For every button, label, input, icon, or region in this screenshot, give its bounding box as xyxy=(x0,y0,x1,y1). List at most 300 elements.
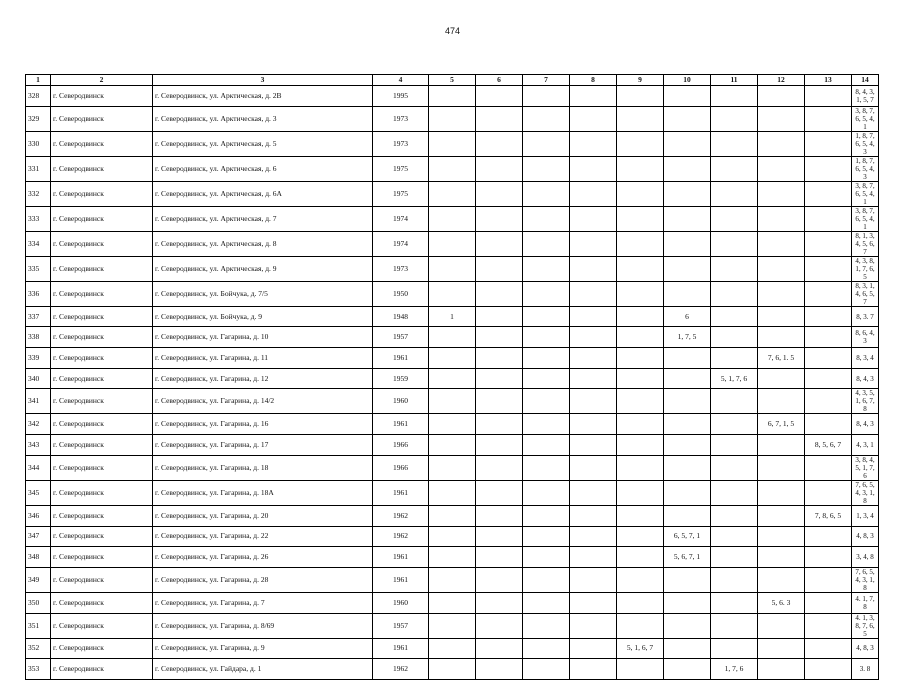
table-cell xyxy=(711,638,758,659)
table-row xyxy=(26,414,879,435)
table-cell: 343 xyxy=(26,435,51,456)
table-cell xyxy=(570,414,617,435)
table-cell: г. Северодвинск, ул. Арктическая, д. 7 xyxy=(153,206,373,231)
table-cell: г. Северодвинск xyxy=(51,306,153,327)
column-header: 5 xyxy=(429,75,476,86)
table-cell xyxy=(617,455,664,480)
table-cell xyxy=(570,480,617,505)
table-cell xyxy=(805,567,852,592)
table-cell xyxy=(523,106,570,131)
table-cell xyxy=(758,435,805,456)
table-cell xyxy=(758,526,805,547)
table-cell xyxy=(617,414,664,435)
table-cell xyxy=(805,659,852,680)
table-cell xyxy=(664,206,711,231)
table-cell xyxy=(617,106,664,131)
table-row xyxy=(26,547,879,568)
table-cell: 3. 8 xyxy=(852,659,879,680)
table-row xyxy=(26,106,879,131)
table-cell xyxy=(570,131,617,156)
table-cell xyxy=(664,256,711,281)
table-cell xyxy=(758,86,805,107)
table-row xyxy=(26,526,879,547)
table-cell: 1960 xyxy=(373,389,429,414)
table-cell xyxy=(429,106,476,131)
table-row xyxy=(26,206,879,231)
table-cell xyxy=(429,547,476,568)
table-cell: 1961 xyxy=(373,348,429,369)
table-cell xyxy=(664,181,711,206)
table-cell: 1995 xyxy=(373,86,429,107)
table-cell: 332 xyxy=(26,181,51,206)
table-cell xyxy=(664,106,711,131)
table-cell xyxy=(570,592,617,613)
table-cell xyxy=(429,348,476,369)
table-cell xyxy=(758,256,805,281)
table-cell xyxy=(523,638,570,659)
table-cell xyxy=(711,106,758,131)
table-cell xyxy=(570,106,617,131)
table-cell: г. Северодвинск, ул. Бойчука, д. 7/5 xyxy=(153,281,373,306)
table-cell xyxy=(523,181,570,206)
table-cell xyxy=(805,638,852,659)
table-cell: 8, 4, 3 xyxy=(852,368,879,389)
table-cell xyxy=(758,281,805,306)
table-cell xyxy=(523,348,570,369)
table-cell xyxy=(617,567,664,592)
table-cell: 347 xyxy=(26,526,51,547)
table-cell: г. Северодвинск, ул. Арктическая, д. 3 xyxy=(153,106,373,131)
table-cell xyxy=(523,505,570,526)
table-cell xyxy=(617,592,664,613)
table-cell xyxy=(570,156,617,181)
table-cell xyxy=(523,256,570,281)
table-cell: 335 xyxy=(26,256,51,281)
table-cell xyxy=(429,86,476,107)
table-cell: г. Северодвинск, ул. Гагарина, д. 16 xyxy=(153,414,373,435)
table-cell xyxy=(617,206,664,231)
table-cell: г. Северодвинск, ул. Гагарина, д. 18А xyxy=(153,480,373,505)
table-cell: г. Северодвинск, ул. Арктическая, д. 8 xyxy=(153,231,373,256)
table-cell xyxy=(711,131,758,156)
table-cell: г. Северодвинск xyxy=(51,181,153,206)
table-cell xyxy=(523,480,570,505)
table-cell xyxy=(523,659,570,680)
table-cell xyxy=(711,592,758,613)
table-cell: 1950 xyxy=(373,281,429,306)
table-cell xyxy=(570,281,617,306)
table-cell: 331 xyxy=(26,156,51,181)
table-cell xyxy=(617,389,664,414)
table-cell xyxy=(711,547,758,568)
table-cell: г. Северодвинск xyxy=(51,526,153,547)
table-cell xyxy=(617,505,664,526)
table-cell: 4, 8, 3 xyxy=(852,526,879,547)
table-cell: 329 xyxy=(26,106,51,131)
table-cell: г. Северодвинск, ул. Бойчука, д. 9 xyxy=(153,306,373,327)
table-cell xyxy=(617,131,664,156)
table-cell: 8, 1, 3, 4, 5, 6, 7 xyxy=(852,231,879,256)
table-cell xyxy=(476,526,523,547)
table-cell xyxy=(570,659,617,680)
table-cell xyxy=(570,613,617,638)
table-cell xyxy=(523,281,570,306)
table-cell: г. Северодвинск xyxy=(51,106,153,131)
table-cell xyxy=(476,567,523,592)
table-cell: г. Северодвинск, ул. Гагарина, д. 10 xyxy=(153,327,373,348)
table-cell xyxy=(476,131,523,156)
table-cell: г. Северодвинск, ул. Гагарина, д. 11 xyxy=(153,348,373,369)
table-cell xyxy=(476,348,523,369)
table-cell xyxy=(523,526,570,547)
table-cell: г. Северодвинск, ул. Арктическая, д. 2В xyxy=(153,86,373,107)
table-cell xyxy=(664,613,711,638)
table-cell xyxy=(429,389,476,414)
table-cell: 1961 xyxy=(373,480,429,505)
column-header: 4 xyxy=(373,75,429,86)
table-cell: 1, 7, 6 xyxy=(711,659,758,680)
table-cell xyxy=(476,414,523,435)
table-cell xyxy=(617,156,664,181)
table-cell: 5, 6. 3 xyxy=(758,592,805,613)
table-cell xyxy=(664,231,711,256)
table-cell xyxy=(758,505,805,526)
table-cell xyxy=(805,281,852,306)
table-row xyxy=(26,567,879,592)
table-cell xyxy=(758,389,805,414)
page-number: 474 xyxy=(444,26,461,36)
table-cell xyxy=(758,106,805,131)
table-cell xyxy=(758,206,805,231)
table-row xyxy=(26,592,879,613)
table-row xyxy=(26,613,879,638)
table-cell xyxy=(570,455,617,480)
table-cell xyxy=(476,638,523,659)
table-cell: 342 xyxy=(26,414,51,435)
table-cell: 1961 xyxy=(373,547,429,568)
table-cell xyxy=(617,327,664,348)
table-cell xyxy=(429,638,476,659)
table-cell xyxy=(664,592,711,613)
table-cell: 3, 8, 7, 6, 5, 4, 1 xyxy=(852,206,879,231)
table-cell xyxy=(805,368,852,389)
table-cell xyxy=(711,156,758,181)
table-cell: 1948 xyxy=(373,306,429,327)
table-cell xyxy=(711,505,758,526)
table-cell xyxy=(617,281,664,306)
table-cell: 3, 8, 7, 6, 5, 4, 1 xyxy=(852,106,879,131)
table-cell xyxy=(476,106,523,131)
table-cell xyxy=(711,613,758,638)
table-cell: г. Северодвинск xyxy=(51,505,153,526)
table-cell xyxy=(617,480,664,505)
table-cell xyxy=(429,368,476,389)
table-cell: 1973 xyxy=(373,106,429,131)
table-cell xyxy=(570,505,617,526)
table-cell xyxy=(711,231,758,256)
table-cell: г. Северодвинск xyxy=(51,638,153,659)
table-cell xyxy=(476,455,523,480)
table-cell xyxy=(805,206,852,231)
table-cell: г. Северодвинск, ул. Гайдара, д. 1 xyxy=(153,659,373,680)
table-cell: 353 xyxy=(26,659,51,680)
table-row xyxy=(26,327,879,348)
table-cell: 8, 4, 3, 1, 5, 7 xyxy=(852,86,879,107)
table-row xyxy=(26,505,879,526)
table-cell: г. Северодвинск xyxy=(51,256,153,281)
column-header: 13 xyxy=(805,75,852,86)
table-cell xyxy=(758,181,805,206)
table-cell: 1975 xyxy=(373,181,429,206)
table-cell xyxy=(570,567,617,592)
table-cell xyxy=(429,181,476,206)
table-cell xyxy=(758,131,805,156)
table-cell: 3, 8, 7, 6, 5, 4, 1 xyxy=(852,181,879,206)
table-cell xyxy=(805,526,852,547)
table-cell: 339 xyxy=(26,348,51,369)
table-cell xyxy=(711,281,758,306)
table-cell: 3, 8, 4, 5, 1, 7, 6 xyxy=(852,455,879,480)
table-cell xyxy=(805,547,852,568)
table-cell xyxy=(711,567,758,592)
table-cell: 1966 xyxy=(373,435,429,456)
table-cell: 330 xyxy=(26,131,51,156)
table-cell xyxy=(805,327,852,348)
table-cell: 338 xyxy=(26,327,51,348)
table-cell xyxy=(617,368,664,389)
table-cell xyxy=(570,86,617,107)
table-cell: г. Северодвинск xyxy=(51,389,153,414)
table-cell xyxy=(805,455,852,480)
table-cell xyxy=(758,547,805,568)
table-cell: 1973 xyxy=(373,131,429,156)
table-cell: 344 xyxy=(26,455,51,480)
table-cell xyxy=(523,231,570,256)
table-cell xyxy=(476,86,523,107)
table-cell: г. Северодвинск xyxy=(51,86,153,107)
table-cell: г. Северодвинск xyxy=(51,327,153,348)
table-cell xyxy=(523,592,570,613)
table-cell xyxy=(570,547,617,568)
table-cell: 1960 xyxy=(373,592,429,613)
table-cell xyxy=(711,206,758,231)
table-cell: 1957 xyxy=(373,613,429,638)
table-cell xyxy=(476,389,523,414)
table-cell: г. Северодвинск, ул. Арктическая, д. 9 xyxy=(153,256,373,281)
table-cell xyxy=(570,206,617,231)
table-cell xyxy=(476,306,523,327)
table-cell: 1966 xyxy=(373,455,429,480)
table-cell: 1957 xyxy=(373,327,429,348)
table-cell: 7, 6, 1. 5 xyxy=(758,348,805,369)
table-row xyxy=(26,231,879,256)
table-cell xyxy=(523,414,570,435)
table-cell: 333 xyxy=(26,206,51,231)
table-cell xyxy=(429,281,476,306)
table-cell: 351 xyxy=(26,613,51,638)
table-cell: г. Северодвинск xyxy=(51,435,153,456)
table-cell xyxy=(476,480,523,505)
table-cell xyxy=(429,414,476,435)
table-cell: 1, 7, 5 xyxy=(664,327,711,348)
table-cell xyxy=(664,281,711,306)
table-cell xyxy=(617,256,664,281)
table-cell xyxy=(805,613,852,638)
table-cell: 1962 xyxy=(373,505,429,526)
table-cell xyxy=(758,455,805,480)
table-cell xyxy=(617,547,664,568)
table-cell xyxy=(711,256,758,281)
table-row xyxy=(26,281,879,306)
table-cell: 1974 xyxy=(373,206,429,231)
table-cell xyxy=(758,306,805,327)
table-cell: г. Северодвинск, ул. Гагарина, д. 28 xyxy=(153,567,373,592)
table-cell xyxy=(805,348,852,369)
table-row xyxy=(26,480,879,505)
table-cell xyxy=(758,638,805,659)
table-row xyxy=(26,435,879,456)
table-cell xyxy=(429,206,476,231)
table-cell: 7, 6, 5, 4, 3, 1, 8 xyxy=(852,480,879,505)
table-cell: 5, 1, 7, 6 xyxy=(711,368,758,389)
housing-register-table xyxy=(25,74,879,680)
table-cell xyxy=(476,206,523,231)
column-header: 6 xyxy=(476,75,523,86)
table-cell xyxy=(805,86,852,107)
table-cell: 336 xyxy=(26,281,51,306)
table-cell xyxy=(523,435,570,456)
table-cell xyxy=(664,86,711,107)
table-cell: 7, 6, 5, 4, 3, 1, 8 xyxy=(852,567,879,592)
table-cell xyxy=(617,306,664,327)
table-cell xyxy=(805,306,852,327)
table-cell xyxy=(523,567,570,592)
table-cell xyxy=(570,348,617,369)
table-row xyxy=(26,455,879,480)
table-cell xyxy=(570,638,617,659)
table-cell xyxy=(664,480,711,505)
table-cell: 4. 1, 7, 8 xyxy=(852,592,879,613)
table-cell xyxy=(664,156,711,181)
table-row xyxy=(26,638,879,659)
table-cell xyxy=(711,327,758,348)
table-cell xyxy=(476,505,523,526)
table-cell xyxy=(805,106,852,131)
table-cell xyxy=(476,613,523,638)
table-cell xyxy=(617,659,664,680)
table-cell: 345 xyxy=(26,480,51,505)
table-cell: 8, 4, 3 xyxy=(852,414,879,435)
table-cell xyxy=(429,455,476,480)
table-cell xyxy=(805,480,852,505)
table-cell: 352 xyxy=(26,638,51,659)
table-cell: 4. 1, 3, 8, 7, 6, 5 xyxy=(852,613,879,638)
table-body xyxy=(26,86,879,680)
table-cell xyxy=(570,368,617,389)
column-header: 7 xyxy=(523,75,570,86)
table-cell xyxy=(758,156,805,181)
table-cell xyxy=(758,368,805,389)
table-cell xyxy=(476,327,523,348)
table-cell xyxy=(711,348,758,369)
table-cell: г. Северодвинск, ул. Гагарина, д. 17 xyxy=(153,435,373,456)
column-header: 2 xyxy=(51,75,153,86)
table-cell: г. Северодвинск xyxy=(51,613,153,638)
table-cell: 328 xyxy=(26,86,51,107)
table-cell xyxy=(758,659,805,680)
table-cell xyxy=(476,592,523,613)
table-cell xyxy=(711,181,758,206)
table-cell: г. Северодвинск xyxy=(51,368,153,389)
table-cell: г. Северодвинск, ул. Гагарина, д. 14/2 xyxy=(153,389,373,414)
column-header: 14 xyxy=(852,75,879,86)
column-header: 12 xyxy=(758,75,805,86)
table-cell xyxy=(523,206,570,231)
table-cell: 4, 8, 3 xyxy=(852,638,879,659)
table-cell xyxy=(523,613,570,638)
column-header: 9 xyxy=(617,75,664,86)
table-cell: 1974 xyxy=(373,231,429,256)
table-cell: г. Северодвинск, ул. Гагарина, д. 26 xyxy=(153,547,373,568)
table-cell: 5, 6, 7, 1 xyxy=(664,547,711,568)
table-cell xyxy=(617,181,664,206)
table-cell: 340 xyxy=(26,368,51,389)
table-cell xyxy=(664,368,711,389)
table-row xyxy=(26,389,879,414)
table-cell xyxy=(617,86,664,107)
table-cell xyxy=(617,435,664,456)
table-cell xyxy=(429,156,476,181)
table-cell xyxy=(664,414,711,435)
table-cell xyxy=(711,526,758,547)
table-cell: 337 xyxy=(26,306,51,327)
table-cell xyxy=(570,526,617,547)
table-cell xyxy=(429,231,476,256)
table-cell xyxy=(617,231,664,256)
table-cell xyxy=(805,389,852,414)
table-row xyxy=(26,368,879,389)
table-cell: 8, 3, 4 xyxy=(852,348,879,369)
table-cell xyxy=(805,256,852,281)
table-cell xyxy=(711,435,758,456)
table-cell xyxy=(523,86,570,107)
table-cell xyxy=(711,414,758,435)
table-cell: 1 xyxy=(429,306,476,327)
table-cell xyxy=(476,181,523,206)
table-cell xyxy=(664,638,711,659)
table-cell: 1959 xyxy=(373,368,429,389)
table-cell xyxy=(429,435,476,456)
table-cell xyxy=(523,455,570,480)
table-cell xyxy=(758,567,805,592)
table-cell: г. Северодвинск xyxy=(51,455,153,480)
table-cell xyxy=(570,327,617,348)
table-cell: 1, 3, 4 xyxy=(852,505,879,526)
table-cell: 8, 6, 4, 3 xyxy=(852,327,879,348)
table-cell xyxy=(429,480,476,505)
table-cell: г. Северодвинск xyxy=(51,592,153,613)
column-header: 10 xyxy=(664,75,711,86)
table-cell xyxy=(476,281,523,306)
table-cell: г. Северодвинск, ул. Гагарина, д. 20 xyxy=(153,505,373,526)
table-cell xyxy=(429,505,476,526)
table-cell xyxy=(617,526,664,547)
table-cell xyxy=(476,435,523,456)
table-cell: г. Северодвинск xyxy=(51,206,153,231)
table-cell xyxy=(711,480,758,505)
table-cell xyxy=(476,547,523,568)
table-cell: 1961 xyxy=(373,414,429,435)
